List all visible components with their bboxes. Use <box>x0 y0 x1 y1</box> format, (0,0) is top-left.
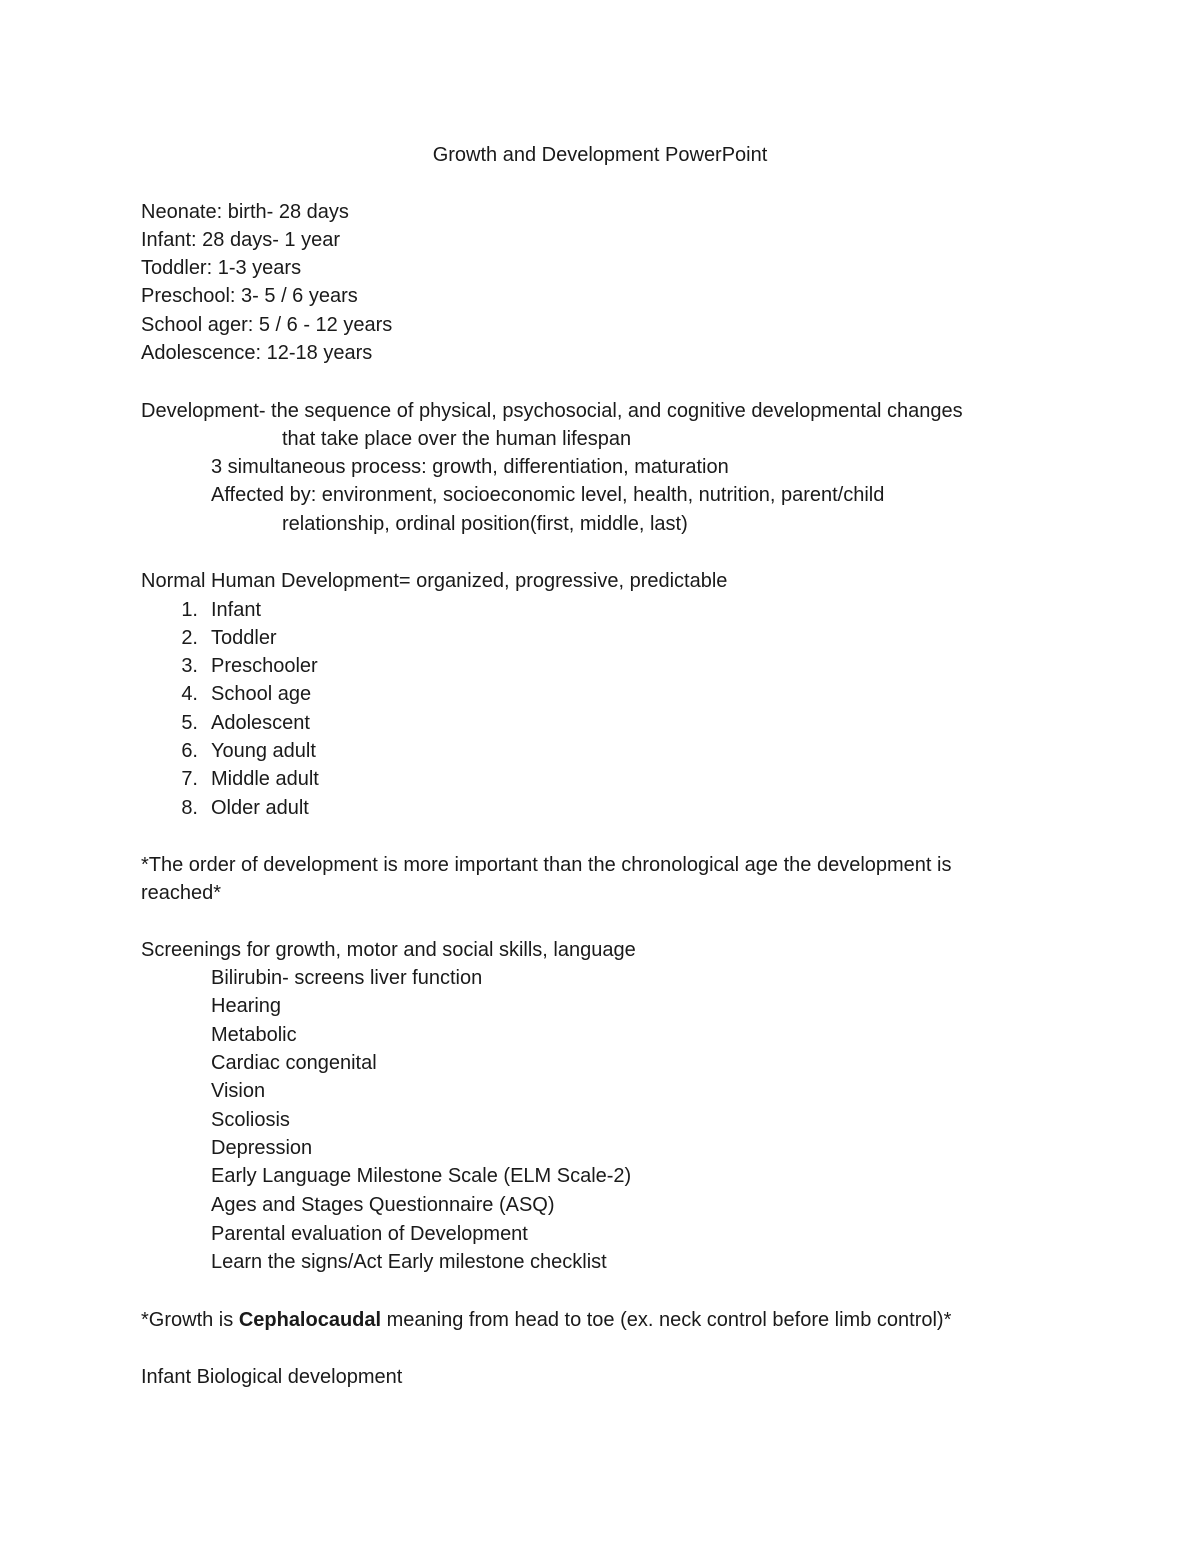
list-item-number: 4. <box>181 683 198 705</box>
list-item: Older adult <box>211 797 309 819</box>
growth-note <box>141 1306 951 1334</box>
list-item: Middle adult <box>211 768 319 790</box>
normal-development-heading: Normal Human Development= organized, progressive, predictable <box>141 570 728 592</box>
screening-item: Ages and Stages Questionnaire (ASQ) <box>211 1194 555 1216</box>
list-item-number: 8. <box>181 797 198 819</box>
development-process: 3 simultaneous process: growth, differentiation, maturation <box>211 456 729 478</box>
age-range-neonate: Neonate: birth- 28 days <box>141 201 349 223</box>
growth-note-prefix: *Growth is <box>141 1309 239 1331</box>
growth-note-suffix: meaning from head to toe (ex. neck control before limb control)* <box>381 1309 952 1331</box>
screening-item: Early Language Milestone Scale (ELM Scale-2) <box>211 1165 632 1187</box>
list-item-number: 7. <box>181 768 198 790</box>
list-item-number: 6. <box>181 740 198 762</box>
screenings-heading: Screenings for growth, motor and social skills, language <box>141 939 636 961</box>
list-item: School age <box>211 683 312 705</box>
development-definition-cont: that take place over the human lifespan <box>282 428 632 450</box>
screening-item: Hearing <box>211 995 282 1017</box>
list-item-number: 2. <box>181 627 198 649</box>
list-item: Adolescent <box>211 712 310 734</box>
screening-item: Depression <box>211 1137 313 1159</box>
list-item: Toddler <box>211 627 277 649</box>
list-item: Young adult <box>211 740 316 762</box>
development-affected-by: Affected by: environment, socioeconomic level, health, nutrition, parent/child <box>211 484 885 506</box>
screening-item: Learn the signs/Act Early milestone checklist <box>211 1251 607 1273</box>
infant-biological-heading: Infant Biological development <box>141 1366 403 1388</box>
list-item: Infant <box>211 599 262 621</box>
list-item-number: 5. <box>181 712 198 734</box>
list-item-number: 3. <box>181 655 198 677</box>
order-note: *The order of development is more important than the chronological age the development is <box>141 854 952 876</box>
age-range-preschool: Preschool: 3- 5 / 6 years <box>141 285 358 307</box>
age-range-toddler: Toddler: 1-3 years <box>141 257 302 279</box>
age-range-infant: Infant: 28 days- 1 year <box>141 229 341 251</box>
growth-note-bold-term: Cephalocaudal <box>238 1309 382 1331</box>
document-title: Growth and Development PowerPoint <box>432 144 768 166</box>
development-affected-by-cont: relationship, ordinal position(first, middle, last) <box>282 513 688 535</box>
development-definition: Development- the sequence of physical, psychosocial, and cognitive developmental changes <box>141 400 963 422</box>
screening-item: Scoliosis <box>211 1109 290 1131</box>
screening-item: Parental evaluation of Development <box>211 1223 528 1245</box>
screening-item: Cardiac congenital <box>211 1052 377 1074</box>
age-range-adolescence: Adolescence: 12-18 years <box>141 342 373 364</box>
age-range-school-ager: School ager: 5 / 6 - 12 years <box>141 314 393 336</box>
screening-item: Metabolic <box>211 1024 297 1046</box>
screening-item: Vision <box>211 1080 266 1102</box>
order-note-cont: reached* <box>141 882 222 904</box>
screening-item: Bilirubin- screens liver function <box>211 967 483 989</box>
list-item: Preschooler <box>211 655 318 677</box>
list-item-number: 1. <box>181 599 198 621</box>
